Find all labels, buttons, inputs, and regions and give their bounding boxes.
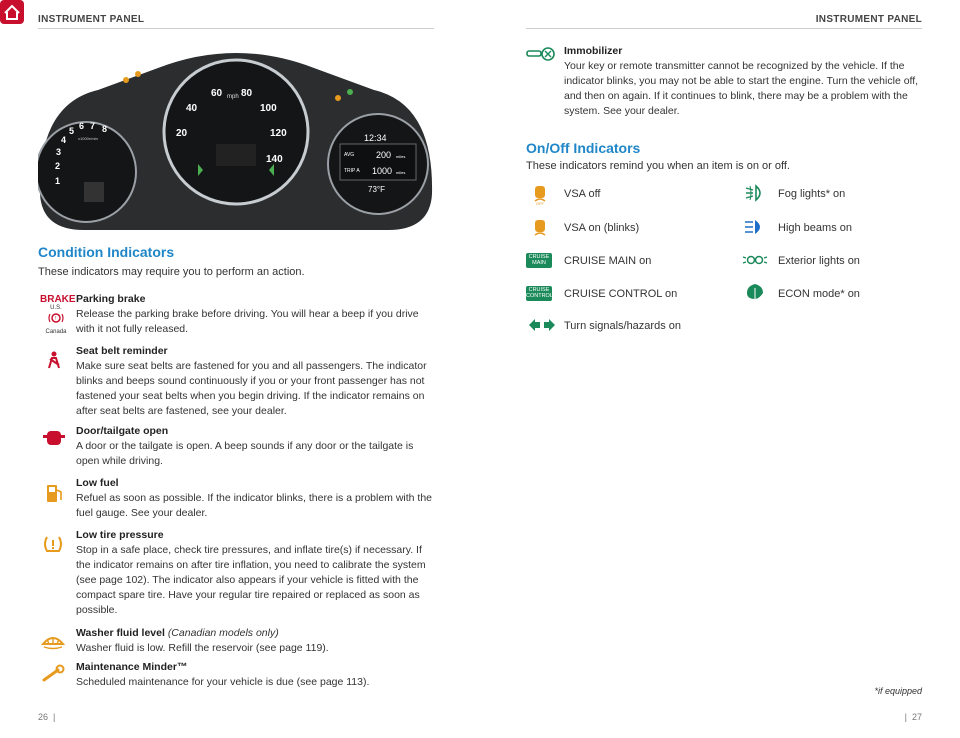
onoff-intro: These indicators remind you when an item is on or off. [526, 160, 790, 172]
tach-unit: x1000r/min [78, 136, 98, 141]
item-body: Stop in a safe place, check tire pressures, and inflate tire(s) if necessary. If the indicator remains on after tire inflation, you need to calibrate the system (see page 102). The indicator also appears if your vehicle is fitted with the compact spare tire. Have your regular tire repaired or replaced as soon as possible. [76, 544, 426, 616]
speedo-center-display [216, 144, 256, 166]
display-avg-label: AVG [344, 152, 355, 158]
tach-tick-5: 5 [69, 126, 75, 136]
right-page [480, 0, 960, 738]
svg-text:!: ! [54, 316, 56, 322]
wrench-icon [40, 664, 66, 684]
page-number-left: 26 | [38, 712, 56, 722]
tire-pressure-icon [42, 534, 64, 554]
tach-tick-4: 4 [61, 135, 67, 145]
item-body: Refuel as soon as possible. If the indicator blinks, there is a problem with the fuel gauge. See your dealer. [76, 492, 433, 519]
brake-us-label: U.S. [50, 305, 62, 311]
vsa-on-icon [532, 218, 548, 238]
item-title: Low tire pressure [76, 529, 164, 541]
condition-item-maintenance [76, 660, 436, 690]
onoff-vsa-on: VSA on (blinks) [564, 222, 640, 234]
tach-tick-7: 7 [90, 121, 96, 131]
right-header: INSTRUMENT PANEL [815, 14, 922, 25]
condition-title: Condition Indicators [38, 244, 175, 260]
item-body: A door or the tailgate is open. A beep sounds if any door or the tailgate is open while driving. [76, 440, 414, 467]
tach-tick-8: 8 [102, 124, 108, 134]
condition-item-door-open [76, 424, 436, 469]
condition-item-low-tire [76, 528, 436, 618]
high-beam-icon [744, 218, 766, 236]
left-header: INSTRUMENT PANEL [38, 14, 145, 25]
immobilizer-title: Immobilizer [564, 45, 623, 57]
item-note: (Canadian models only) [167, 627, 279, 639]
item-body: Make sure seat belts are fastened for you and all passengers. The indicator blinks and beeps sound continuously if you or your front passenger has not fastened your seat belts when you begin driving. If the indicator remains on after seat belts are fastened, see your dealer. [76, 360, 427, 417]
item-title: Door/tailgate open [76, 425, 169, 437]
item-body: Release the parking brake before driving. You will hear a beep if you drive with it not fully released. [76, 308, 419, 335]
brake-us-text: BRAKE [40, 294, 76, 305]
onoff-exterior-lights: Exterior lights on [778, 255, 860, 267]
speedo-tick-60: 60 [211, 88, 223, 99]
fuel-pump-icon [44, 482, 64, 504]
item-title: Seat belt reminder [76, 345, 168, 357]
speedo-tick-100: 100 [260, 103, 277, 114]
left-header-rule [38, 28, 434, 29]
door-open-icon [42, 428, 66, 448]
condition-item-parking-brake [76, 292, 436, 337]
fog-light-icon [744, 184, 766, 202]
display-trip-value: 1000 [372, 166, 393, 176]
econ-leaf-icon [744, 282, 766, 302]
brake-canada-label: Canada [45, 329, 67, 335]
condition-item-seat-belt [76, 344, 436, 419]
tach-tick-2: 2 [55, 161, 61, 171]
speedo-unit: mph [227, 94, 239, 100]
speedo-tick-120: 120 [270, 128, 287, 139]
item-title: Washer fluid level [76, 627, 165, 639]
exterior-lights-icon [742, 252, 768, 268]
tach-tick-3: 3 [56, 147, 62, 157]
cruise-control-icon: CRUISE CONTROL [526, 287, 553, 299]
item-title: Maintenance Minder™ [76, 661, 188, 673]
washer-fluid-icon [40, 630, 66, 650]
immobilizer-item [564, 44, 924, 119]
tach-display-block [84, 182, 104, 202]
item-body: Scheduled maintenance for your vehicle is due (see page 113). [76, 676, 370, 688]
condition-item-washer [76, 626, 436, 656]
display-time: 12:34 [364, 133, 387, 143]
display-temp: 73°F [368, 185, 385, 194]
onoff-econ: ECON mode* on [778, 288, 860, 300]
display-trip-unit: miles [396, 170, 406, 175]
turn-signal-icon [528, 318, 556, 332]
onoff-high-beams: High beams on [778, 222, 852, 234]
speedo-tick-20: 20 [176, 128, 188, 139]
item-title: Low fuel [76, 477, 119, 489]
cruise-main-icon: CRUISE MAIN [526, 253, 552, 268]
onoff-fog-lights: Fog lights* on [778, 188, 846, 200]
speedo-tick-80: 80 [241, 88, 253, 99]
page-number-right: | 27 [904, 712, 922, 722]
speedo-tick-140: 140 [266, 154, 283, 165]
tach-tick-1: 1 [55, 176, 61, 186]
vsa-off-icon [532, 184, 548, 206]
display-avg-unit: miles [396, 154, 406, 159]
right-header-rule [526, 28, 922, 29]
condition-intro: These indicators may require you to perform an action. [38, 266, 305, 278]
item-title: Parking brake [76, 293, 146, 305]
onoff-cruise-main: CRUISE MAIN on [564, 255, 652, 267]
svg-text:OFF: OFF [536, 201, 544, 206]
brake-icon-group [40, 294, 76, 335]
brake-canada-icon [48, 312, 64, 324]
onoff-cruise-control: CRUISE CONTROL on [564, 288, 678, 300]
onoff-title: On/Off Indicators [526, 140, 641, 156]
display-trip-label: TRIP A [344, 168, 360, 174]
footnote: *if equipped [874, 686, 922, 696]
immobilizer-key-icon [526, 46, 556, 62]
speedo-tick-40: 40 [186, 103, 198, 114]
onoff-vsa-off: VSA off [564, 188, 601, 200]
instrument-cluster-image [38, 44, 434, 230]
tach-tick-6: 6 [79, 121, 85, 131]
seat-belt-icon [44, 350, 64, 370]
immobilizer-body: Your key or remote transmitter cannot be recognized by the vehicle. If the indicator blinks, you may not be able to start the engine. Turn the vehicle off, and then on again. If it continues to blink, there may be a problem with the system. See your dealer. [564, 60, 919, 117]
item-body: Washer fluid is low. Refill the reservoir (see page 119). [76, 642, 329, 654]
display-avg-value: 200 [376, 150, 392, 160]
condition-item-low-fuel [76, 476, 436, 521]
onoff-turn-signals: Turn signals/hazards on [564, 320, 681, 332]
